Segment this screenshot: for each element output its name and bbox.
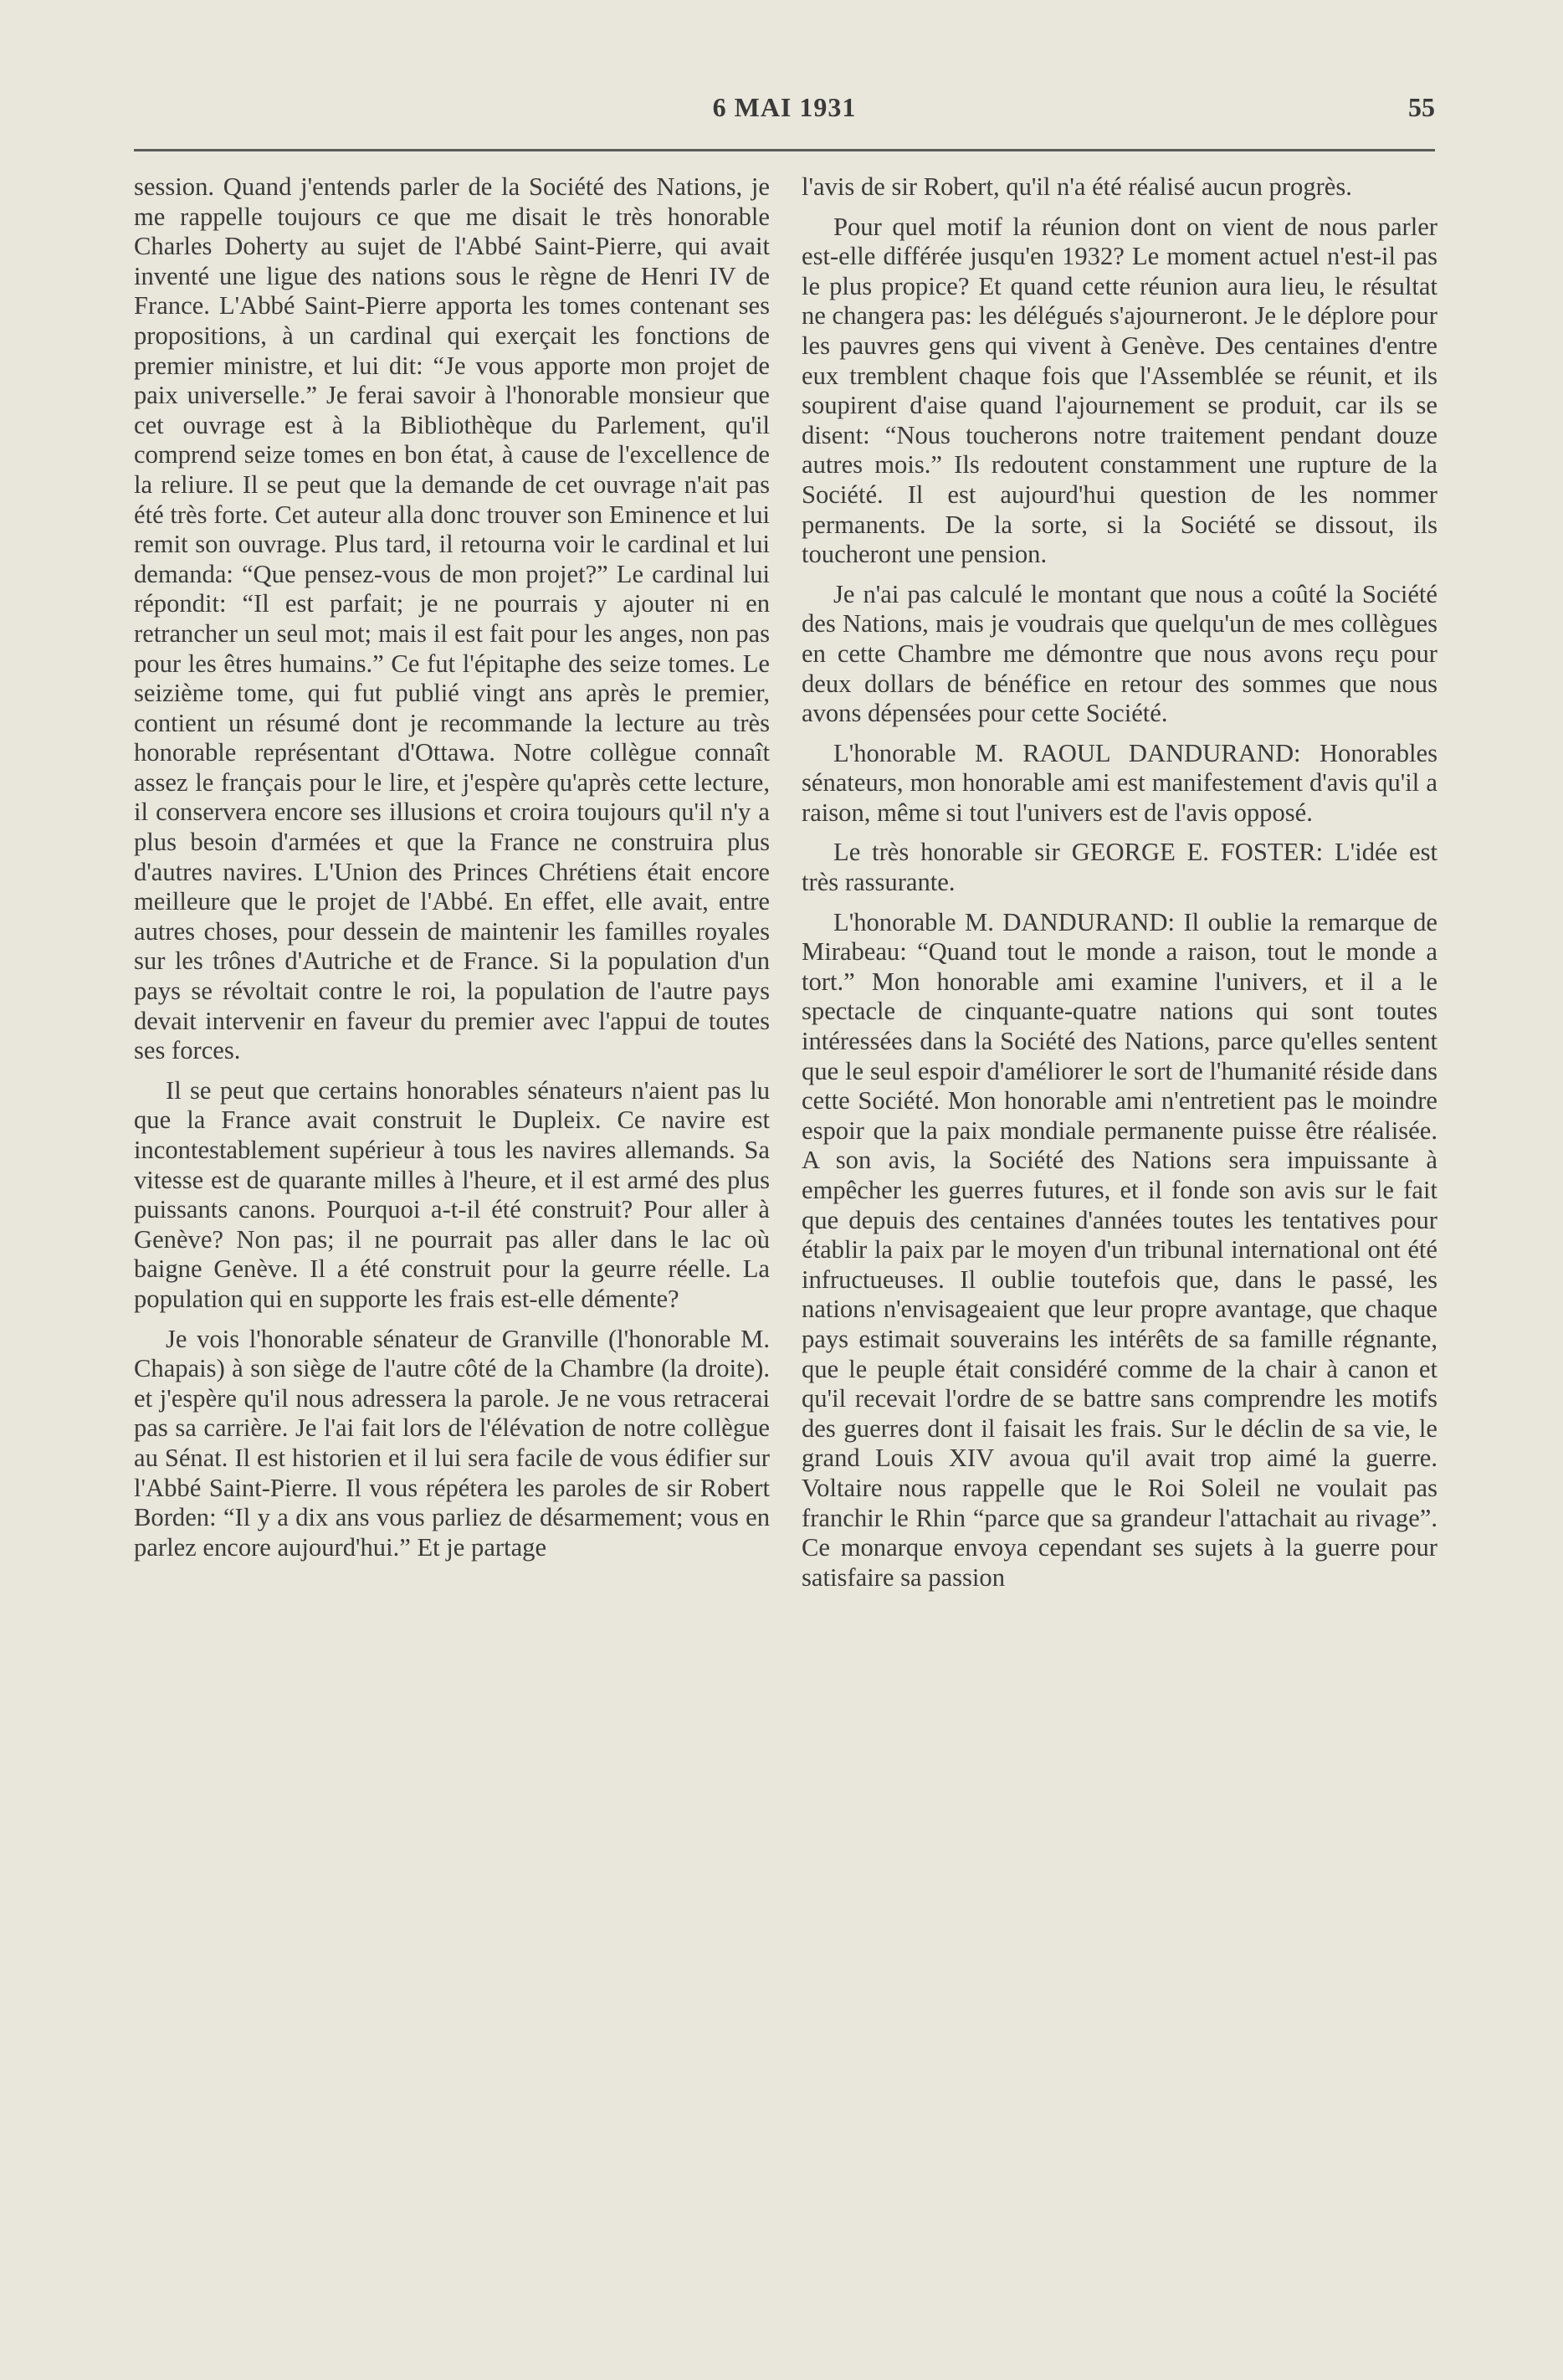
right-column xyxy=(802,172,1437,1603)
paragraph: session. Quand j'entends parler de la Société des Nations, je me rappelle toujours ce que me disait le très honorable Charles Doherty au sujet de l'Abbé Saint-Pierre, qui avait inventé une ligue des nations sous le règne de Henri IV de France. L'Abbé Saint-Pierre apporta les tomes contenant ses propositions, à un cardinal qui exerçait les fonctions de premier ministre, et lui dit: “Je vous apporte mon projet de paix universelle.” Je ferai savoir à l'honorable monsieur que cet ouvrage est à la Bibliothèque du Parlement, qu'il comprend seize tomes en bon état, à cause de l'excellence de la reliure. Il se peut que la demande de cet ouvrage n'ait pas été très forte. Cet auteur alla donc trouver son Eminence et lui remit son ouvrage. Plus tard, il retourna voir le cardinal et lui demanda: “Que pensez-vous de mon projet?” Le cardinal lui répondit: “Il est parfait; je ne pourrais y ajouter ni en retrancher un seul mot; mais il est fait pour les anges, non pas pour les êtres humains.” Ce fut l'épitaphe des seize tomes. Le seizième tome, qui fut publié vingt ans après le premier, contient un résumé dont je recommande la lecture au très honorable représentant d'Ottawa. Notre collègue connaît assez le français pour le lire, et j'espère qu'après cette lecture, il conservera encore ses illusions et croira toujours qu'il n'y a plus besoin d'armées et que la France ne construira plus d'autres navires. L'Union des Princes Chrétiens était encore meilleure que le projet de l'Abbé. En effet, elle avait, entre autres choses, pour dessein de maintenir les familles royales sur les trônes d'Autriche et de France. Si la population d'un pays se révoltait contre le roi, la population de l'autre pays devait intervenir en faveur du premier avec l'appui de toutes ses forces. xyxy=(134,172,770,1065)
page-number: 55 xyxy=(1408,92,1435,122)
speaker-paragraph: Le très honorable sir GEORGE E. FOSTER: L'idée est très rassurante. xyxy=(802,838,1437,897)
header-rule xyxy=(134,149,1435,151)
paragraph: Je vois l'honorable sénateur de Granville (l'honorable M. Chapais) à son siège de l'autre côté de la Chambre (la droite). et j'espère qu'il nous adressera la parole. Je ne vous retracerai pas sa carrière. Je l'ai fait lors de l'élévation de notre collègue au Sénat. Il est historien et il lui sera facile de vous édifier sur l'Abbé Saint-Pierre. Il vous répétera les paroles de sir Robert Borden: “Il y a dix ans vous parliez de désarmement; vous en parlez encore aujourd'hui.” Et je partage xyxy=(134,1324,770,1562)
paragraph: Pour quel motif la réunion dont on vient de nous parler est-elle différée jusqu'en 1932? Le moment actuel n'est-il pas le plus propice? Et quand cette réunion aura lieu, le résultat ne changera pas: les délégués s'ajourneront. Je le déplore pour les pauvres gens qui vivent à Genève. Des centaines d'entre eux tremblent chaque fois que l'Assemblée se réunit, et ils soupirent d'aise quand l'ajournement se produit, car ils se disent: “Nous toucherons notre traitement pendant douze autres mois.” Ils redoutent constamment une rupture de la Société. Il est aujourd'hui question de les nommer permanents. De la sorte, si la Société se dissout, ils toucheront une pension. xyxy=(802,212,1437,569)
running-header xyxy=(134,92,1435,134)
paragraph: Je n'ai pas calculé le montant que nous a coûté la Société des Nations, mais je voudrais que quelqu'un de mes collègues en cette Chambre me démontre que nous avons reçu pour deux dollars de bénéfice en retour des sommes que nous avons dépensées pour cette Société. xyxy=(802,579,1437,728)
speaker-paragraph: L'honorable M. DANDURAND: Il oublie la remarque de Mirabeau: “Quand tout le monde a raison, tout le monde a tort.” Mon honorable ami examine l'univers, et il a le spectacle de cinquante-quatre nations qui sont toutes intéressées dans la Société des Nations, parce qu'elles sentent que le seul espoir d'améliorer le sort de l'humanité réside dans cette Société. Mon honorable ami n'entretient pas le moindre espoir que la paix mondiale permanente puisse être réalisée. A son avis, la Société des Nations sera impuissante à empêcher les guerres futures, et il fonde son avis sur le fait que depuis des centaines d'années toutes les tentatives pour établir la paix par le moyen d'un tribunal international ont été infructueuses. Il oublie toutefois que, dans le passé, les nations n'envisageaient que leur propre avantage, que chaque pays estimait souverains les intérêts de sa famille régnante, que le peuple était considéré comme de la chair à canon et qu'il recevait l'ordre de se battre sans comprendre les motifs des guerres dont il faisait les frais. Sur le déclin de sa vie, le grand Louis XIV avoua qu'il avait trop aimé la guerre. Voltaire nous rappelle que le Roi Soleil ne voulait pas franchir le Rhin “parce que sa grandeur l'attachait au rivage”. Ce monarque envoya cependant ses sujets à la guerre pour satisfaire sa passion xyxy=(802,907,1437,1592)
header-date: 6 MAI 1931 xyxy=(712,92,857,122)
speaker-paragraph: L'honorable M. RAOUL DANDURAND: Honorables sénateurs, mon honorable ami est manifestement d'avis qu'il a raison, même si tout l'univers est de l'avis opposé. xyxy=(802,738,1437,827)
paragraph: Il se peut que certains honorables sénateurs n'aient pas lu que la France avait construit le Dupleix. Ce navire est incontestablement supérieur à tous les navires allemands. Sa vitesse est de quarante milles à l'heure, et il est armé des plus puissants canons. Pourquoi a-t-il été construit? Pour aller à Genève? Non pas; il ne pourrait pas aller dans le lac où baigne Genève. Il a été construit pour la geurre réelle. La population qui en supporte les frais est-elle démente? xyxy=(134,1075,770,1313)
paragraph: l'avis de sir Robert, qu'il n'a été réalisé aucun progrès. xyxy=(802,172,1352,201)
left-column xyxy=(134,172,770,1572)
